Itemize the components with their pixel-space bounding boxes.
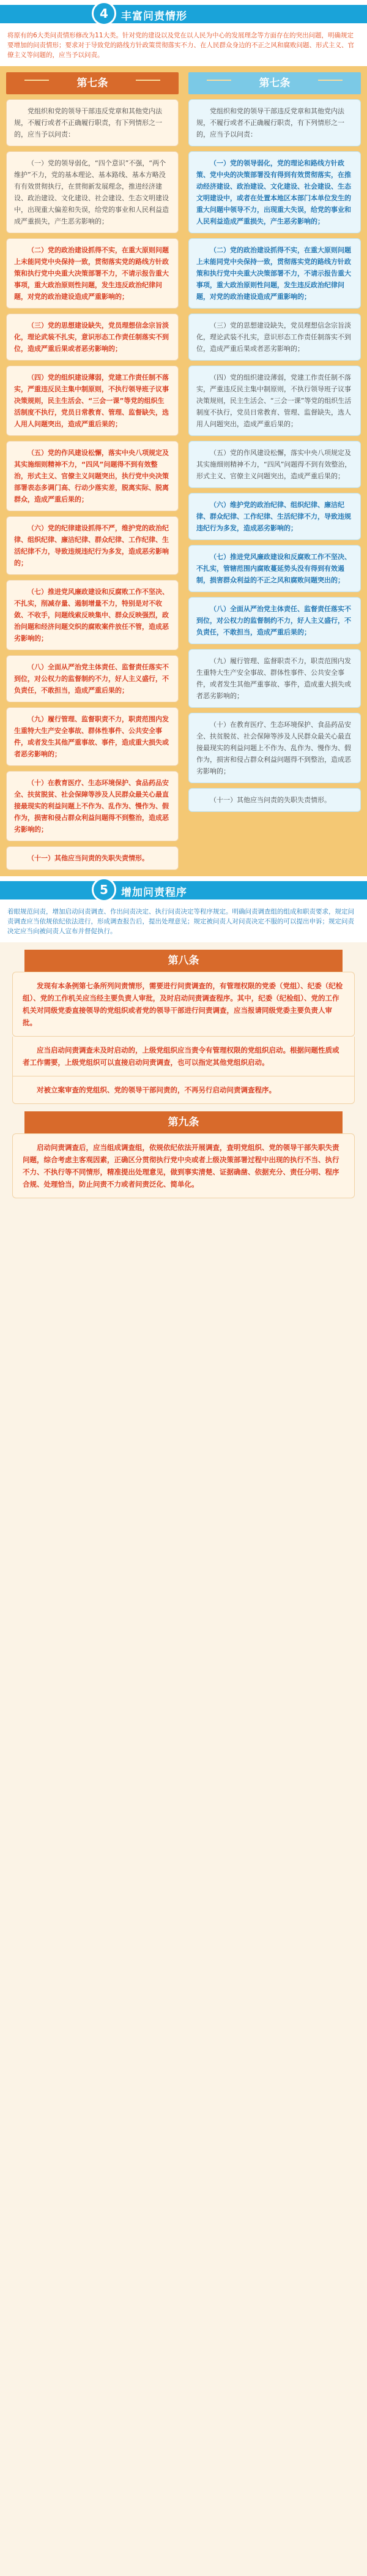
old-column xyxy=(6,72,179,876)
card-text: （五）党的作风建设松懈，落实中央八项规定及其实施细则精神不力，“四风”问题得不到有效整治，形式主义、官僚主义问题突出，执行党中央决策部署表态多调门高、行动少落实差，脱离实际、脱离群众，造成严重后果的； xyxy=(14,449,169,503)
old-card xyxy=(6,655,179,702)
new-card xyxy=(188,441,361,488)
new-card xyxy=(188,366,361,436)
old-card xyxy=(6,238,179,309)
card-text: 党组织和党的领导干部违反党章和其他党内法规，不履行或者不正确履行职责，有下列情形之一的，应当予以问责： xyxy=(14,107,162,138)
new-card xyxy=(188,788,361,812)
article-text: 应当启动问责调查未及时启动的，上级党组织应当责令有管理权限的党组织启动。根据问题性质或者工作需要，上级党组织可以直接启动问责调查，也可以指定其他党组织启动。 xyxy=(12,1037,355,1076)
article-text: 启动问责调查后，应当组成调查组，依规依纪依法开展调查，查明党组织、党的领导干部失职失责问题，综合考虑主客观因素，正确区分贯彻执行党中央或者上级决策部署过程中出现的执行不当、执行不力、不执行等不同情形，精准提出处理意见，做到事实清楚、证据确凿、依据充分、责任分明、程序合规、处理恰当，防止问责不力或者问责泛化、简单化。 xyxy=(12,1133,355,1198)
section-number-badge: 5 xyxy=(92,877,116,902)
article-label: 第七条 xyxy=(259,77,291,89)
new-article-banner xyxy=(188,72,361,94)
article-text: 对被立案审查的党组织、党的领导干部问责的，不再另行启动问责调查程序。 xyxy=(12,1076,355,1104)
ornament-right xyxy=(318,80,343,81)
card-text: （一）党的领导弱化，“四个意识”不强，“两个维护”不力，党的基本理论、基本路线、基本方略没有有效贯彻执行，在贯彻新发展理念，推进经济建设、政治建设、文化建设、社会建设、生态文明建设中，出现重大偏差和失误，给党的事业和人民利益造成严重损失，产生恶劣影响的； xyxy=(14,159,169,225)
card-text: （十）在教育医疗、生态环境保护、食品药品安全、扶贫脱贫、社会保障等涉及人民群众最关心最直接最现实的利益问题上不作为、乱作为、慢作为、假作为，损害和侵占群众利益问题得不到整治，造成恶劣影响的； xyxy=(196,721,351,775)
section-number-badge: 4 xyxy=(92,1,116,26)
section-title: 丰富问责情形 xyxy=(121,10,187,23)
old-card xyxy=(6,366,179,436)
card-text: （七）推进党风廉政建设和反腐败工作不坚决、不扎实，削减存量、遏制增量不力，特别是对不收敛、不收手，问题线索反映集中、群众反映强烈，政治问题和经济问题交织的腐败案件放任不管，造成恶劣影响的； xyxy=(14,588,169,642)
new-column xyxy=(188,72,361,876)
comparison-columns xyxy=(0,66,367,876)
article-banner: 第九条 xyxy=(24,1111,343,1133)
card-text: （六）党的纪律建设抓得不严，维护党的政治纪律、组织纪律、廉洁纪律、群众纪律、工作纪律、生活纪律不力，导致违规违纪行为多发，造成恶劣影响的； xyxy=(14,524,169,567)
card-text: （三）党的思想建设缺失，党员理想信念宗旨淡化，理论武装不扎实，意识形态工作责任制落实不到位，造成严重后果或者恶劣影响的； xyxy=(14,321,169,353)
ornament-right xyxy=(136,80,160,81)
card-text: （六）维护党的政治纪律、组织纪律、廉洁纪律、群众纪律、工作纪律、生活纪律不力，导致违规违纪行为多发，造成恶劣影响的； xyxy=(196,501,351,532)
old-card xyxy=(6,151,179,233)
card-text: （二）党的政治建设抓得不实，在重大原则问题上未能同党中央保持一致，贯彻落实党的路线方针政策和执行党中央重大决策部署不力，不请示报告重大事项，重大政治原则性问题，发生违反政治纪律问题，对党的政治建设造成严重影响的； xyxy=(14,246,169,301)
new-card xyxy=(188,713,361,783)
article-label: 第七条 xyxy=(76,77,108,89)
ornament-left xyxy=(24,80,49,81)
section-5 xyxy=(0,876,367,1198)
card-text: （五）党的作风建设松懈，落实中央八项规定及其实施细则精神不力，“四风”问题得不到有效整治，形式主义、官僚主义问题突出，造成严重后果的； xyxy=(196,449,352,480)
card-text: （八）全面从严治党主体责任、监督责任落实不到位，对公权力的监督制约不力，好人主义盛行，不负责任，不敢担当，造成严重后果的； xyxy=(196,605,351,636)
section-intro: 将原有的6大类问责情形修改为11大类。针对党的建设以及党在以人民为中心的发展理念等方面存在的突出问题，明确规定要增加的问责情形；要求对于导致党的路线方针政策贯彻落实不力、在人民群众身边的不正之风和腐败问题、形式主义、官僚主义等问题的，应当予以问责。 xyxy=(0,27,367,66)
section-title: 增加问责程序 xyxy=(121,887,187,899)
card-text: （一）党的领导弱化，党的理论和路线方针政策、党中央的决策部署没有得到有效贯彻落实，在推动经济建设、政治建设、文化建设、社会建设、生态文明建设中，或者在处置本地区本部门本单位发生的重大问题中领导不力，出现重大失误，给党的事业和人民利益造成严重损失，产生恶劣影响的； xyxy=(196,159,351,225)
section-4-header xyxy=(0,0,367,27)
card-text: 党组织和党的领导干部违反党章和其他党内法规，不履行或者不正确履行职责，有下列情形之一的，应当予以问责： xyxy=(196,107,344,138)
new-card xyxy=(188,493,361,540)
new-card xyxy=(188,545,361,592)
card-text: （四）党的组织建设薄弱，党建工作责任制不落实，严重违反民主集中制原则，不执行领导班子议事决策规则，民主生活会、“三会一课”等党的组织生活制度不执行，党员日常教育、管理、监督缺失，选人用人问题突出，造成严重后果的； xyxy=(196,374,352,428)
card-text: （三）党的思想建设缺失，党员理想信念宗旨淡化，理论武装不扎实，意识形态工作责任制落实不到位，造成严重后果或者恶劣影响的； xyxy=(196,321,351,353)
card-text: （九）履行管理、监督职责不力，职责范围内发生重特大生产安全事故、群体性事件、公共安全事件，或者发生其他严重事故、事件，造成重大损失或者恶劣影响的； xyxy=(14,715,169,758)
article-banner: 第八条 xyxy=(24,950,343,972)
card-text: （十一）其他应当问责的失职失责情形。 xyxy=(210,796,331,804)
old-card xyxy=(6,516,179,575)
new-card xyxy=(188,597,361,644)
new-card xyxy=(188,151,361,233)
section-5-header xyxy=(0,876,367,903)
new-card xyxy=(188,649,361,708)
old-card xyxy=(6,580,179,650)
new-card xyxy=(188,238,361,309)
old-card xyxy=(6,771,179,841)
old-card xyxy=(6,99,179,146)
card-text: （九）履行管理、监督职责不力，职责范围内发生重特大生产安全事故、群体性事件、公共安全事件，或者发生其他严重事故、事件，造成重大损失或者恶劣影响的； xyxy=(196,657,351,700)
card-text: （二）党的政治建设抓得不实，在重大原则问题上未能同党中央保持一致，贯彻落实党的路线方针政策和执行党中央重大决策部署不力，不请示报告重大事项，重大政治原则性问题，发生违反政治纪律问题，对党的政治建设造成严重影响的； xyxy=(196,246,351,301)
new-card xyxy=(188,99,361,146)
card-text: （十一）其他应当问责的失职失责情形。 xyxy=(28,854,149,862)
old-card xyxy=(6,846,179,870)
section-intro: 着眼规范问责，增加启动问责调查、作出问责决定、执行问责决定等程序规定。明确问责调查组的组成和职责要求，规定问责调查应当依规依纪依法进行，形成调查报告后，提出处理意见；规定被问责人对问责决定不服的可以提出申诉；规定问责决定应当向被问责人宣布并督促执行。 xyxy=(0,903,367,942)
card-text: （四）党的组织建设薄弱，党建工作责任制不落实，严重违反民主集中制原则，不执行领导班子议事决策规则，民主生活会、“三会一课”等党的组织生活制度不执行，党员日常教育、管理、监督缺失，选人用人问题突出，造成严重后果的； xyxy=(14,374,169,428)
card-text: （七）推进党风廉政建设和反腐败工作不坚决、不扎实，管辖范围内腐败蔓延势头没有得到有效遏制，损害群众利益的不正之风和腐败问题突出的； xyxy=(196,553,351,584)
ornament-left xyxy=(207,80,231,81)
card-text: （八）全面从严治党主体责任、监督责任落实不到位，对公权力的监督制约不力，好人主义盛行，不负责任，不敢担当，造成严重后果的； xyxy=(14,663,169,694)
new-card xyxy=(188,314,361,361)
article-text: 发现有本条例第七条所列问责情形，需要进行问责调查的，有管理权限的党委（党组）、纪委（纪检组）、党的工作机关应当经主要负责人审批，及时启动问责调查程序。其中，纪委（纪检组）、党的工作机关对同级党委直接领导的党组织或者党的领导干部进行问责调查，应当报请同级党委主要负责人审批。 xyxy=(12,972,355,1037)
old-card xyxy=(6,441,179,511)
old-article-banner xyxy=(6,72,179,94)
card-text: （十）在教育医疗、生态环境保护、食品药品安全、扶贫脱贫、社会保障等涉及人民群众最关心最直接最现实的利益问题上不作为、乱作为、慢作为、假作为，损害和侵占群众利益问题得不到整治，造成恶劣影响的； xyxy=(14,779,169,833)
old-card xyxy=(6,707,179,766)
old-card xyxy=(6,314,179,361)
